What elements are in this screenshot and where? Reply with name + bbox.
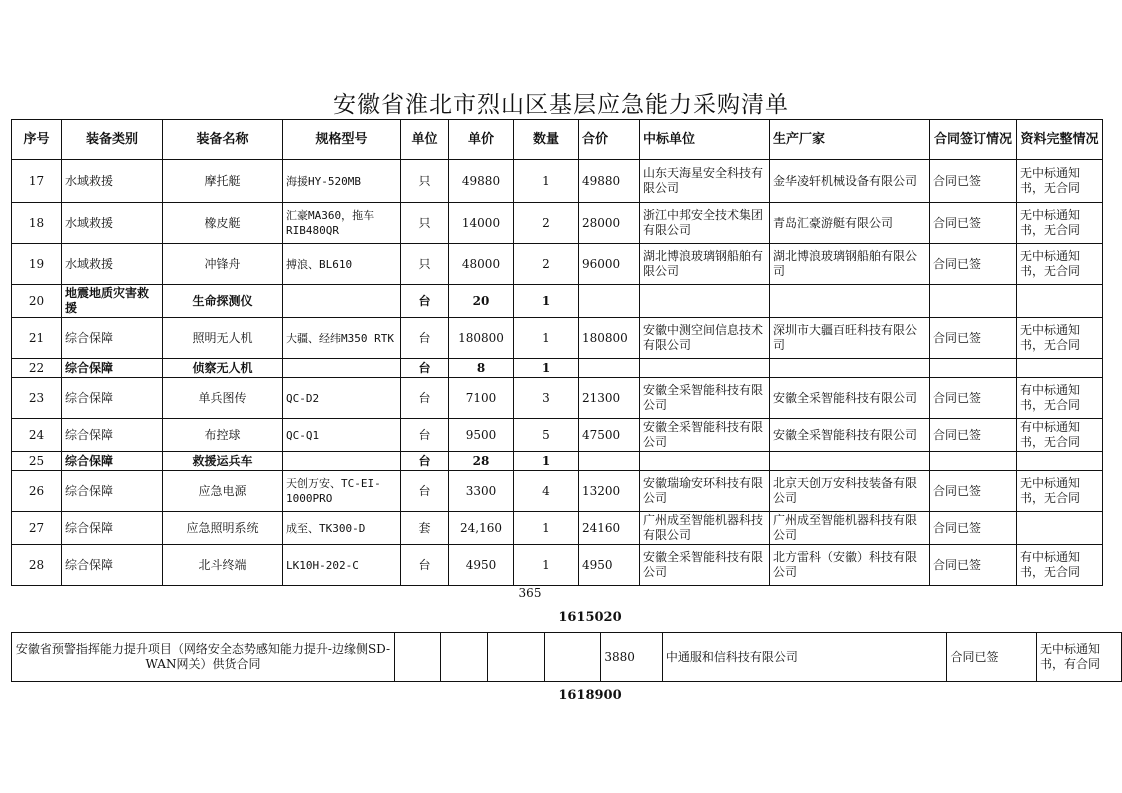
cell-price: 48000 — [449, 244, 514, 285]
extra-contract: 合同已签 — [947, 633, 1037, 682]
cell-winner: 安徽全采智能科技有限公司 — [640, 545, 770, 586]
cell-docs: 无中标通知书，无合同 — [1017, 244, 1103, 285]
cell-category: 综合保障 — [62, 512, 163, 545]
cell-qty: 4 — [514, 471, 579, 512]
cell-no: 23 — [12, 378, 62, 419]
cell-name: 应急照明系统 — [163, 512, 283, 545]
cell-no: 18 — [12, 203, 62, 244]
cell-docs: 有中标通知书，无合同 — [1017, 545, 1103, 586]
cell-name: 摩托艇 — [163, 160, 283, 203]
table-row — [12, 318, 1103, 359]
cell-unit: 只 — [401, 203, 449, 244]
header-cell: 生产厂家 — [770, 120, 930, 160]
procurement-table — [11, 119, 1103, 586]
cell-total: 24160 — [579, 512, 640, 545]
cell-unit: 台 — [401, 378, 449, 419]
cell-category: 水域救援 — [62, 160, 163, 203]
cell-winner: 山东天海星安全科技有限公司 — [640, 160, 770, 203]
cell-contract: 合同已签 — [930, 378, 1017, 419]
cell-unit: 套 — [401, 512, 449, 545]
extra-contract-table — [11, 632, 1122, 682]
cell-winner: 安徽中测空间信息技术有限公司 — [640, 318, 770, 359]
cell-spec: QC-D2 — [283, 378, 401, 419]
cell-spec: 天创万安、TC-EI-1000PRO — [283, 471, 401, 512]
header-cell: 规格型号 — [283, 120, 401, 160]
cell-name: 应急电源 — [163, 471, 283, 512]
cell-unit: 台 — [401, 318, 449, 359]
cell-price: 180800 — [449, 318, 514, 359]
cell-docs — [1017, 452, 1103, 471]
cell-spec: 搏浪、BL610 — [283, 244, 401, 285]
cell-category: 综合保障 — [62, 378, 163, 419]
cell-qty: 1 — [514, 359, 579, 378]
cell-total: 13200 — [579, 471, 640, 512]
header-cell: 合同签订情况 — [930, 120, 1017, 160]
cell-total: 28000 — [579, 203, 640, 244]
cell-no: 27 — [12, 512, 62, 545]
cell-docs: 有中标通知书，无合同 — [1017, 378, 1103, 419]
cell-docs: 无中标通知书，无合同 — [1017, 318, 1103, 359]
cell-spec: 大疆、经纬M350 RTK — [283, 318, 401, 359]
extra-cell-empty — [545, 633, 601, 682]
cell-maker: 北方雷科（安徽）科技有限公司 — [770, 545, 930, 586]
cell-winner: 广州成至智能机器科技有限公司 — [640, 512, 770, 545]
extra-cell-empty — [441, 633, 488, 682]
cell-maker: 青岛汇豪游艇有限公司 — [770, 203, 930, 244]
cell-category: 地震地质灾害救援 — [62, 285, 163, 318]
cell-spec: QC-Q1 — [283, 419, 401, 452]
cell-contract — [930, 285, 1017, 318]
table-row — [12, 244, 1103, 285]
cell-total — [579, 285, 640, 318]
cell-contract — [930, 359, 1017, 378]
header-cell: 单位 — [401, 120, 449, 160]
cell-price: 28 — [449, 452, 514, 471]
cell-price: 20 — [449, 285, 514, 318]
cell-docs: 无中标通知书，无合同 — [1017, 471, 1103, 512]
cell-contract: 合同已签 — [930, 471, 1017, 512]
cell-category: 综合保障 — [62, 419, 163, 452]
cell-unit: 只 — [401, 160, 449, 203]
cell-maker — [770, 359, 930, 378]
cell-unit: 只 — [401, 244, 449, 285]
cell-docs — [1017, 285, 1103, 318]
cell-maker — [770, 285, 930, 318]
cell-total: 4950 — [579, 545, 640, 586]
cell-spec — [283, 359, 401, 378]
cell-winner: 浙江中邦安全技术集团有限公司 — [640, 203, 770, 244]
cell-no: 26 — [12, 471, 62, 512]
subtotal: 1615020 — [558, 610, 622, 625]
cell-spec: 汇豪MA360，拖车RIB480QR — [283, 203, 401, 244]
header-cell: 资料完整情况 — [1017, 120, 1103, 160]
cell-spec: 成至、TK300-D — [283, 512, 401, 545]
table-row — [12, 452, 1103, 471]
cell-docs: 有中标通知书，无合同 — [1017, 419, 1103, 452]
cell-category: 水域救援 — [62, 244, 163, 285]
cell-docs — [1017, 359, 1103, 378]
cell-name: 生命探测仪 — [163, 285, 283, 318]
cell-price: 7100 — [449, 378, 514, 419]
cell-winner: 安徽瑞瑜安环科技有限公司 — [640, 471, 770, 512]
header-cell: 合价 — [579, 120, 640, 160]
cell-spec — [283, 452, 401, 471]
cell-category: 水域救援 — [62, 203, 163, 244]
cell-spec — [283, 285, 401, 318]
table-row — [12, 512, 1103, 545]
cell-price: 24,160 — [449, 512, 514, 545]
cell-total: 47500 — [579, 419, 640, 452]
table-row — [12, 378, 1103, 419]
cell-category: 综合保障 — [62, 318, 163, 359]
cell-price: 4950 — [449, 545, 514, 586]
cell-no: 22 — [12, 359, 62, 378]
header-cell: 装备类别 — [62, 120, 163, 160]
cell-winner: 湖北博浪玻璃钢船舶有限公司 — [640, 244, 770, 285]
extra-docs: 无中标通知书，有合同 — [1037, 633, 1122, 682]
cell-spec: LK10H-202-C — [283, 545, 401, 586]
cell-contract: 合同已签 — [930, 203, 1017, 244]
cell-total: 21300 — [579, 378, 640, 419]
cell-winner — [640, 359, 770, 378]
cell-name: 冲锋舟 — [163, 244, 283, 285]
cell-no: 19 — [12, 244, 62, 285]
cell-total — [579, 359, 640, 378]
cell-qty: 1 — [514, 452, 579, 471]
grand-total: 1618900 — [558, 688, 622, 703]
cell-contract — [930, 452, 1017, 471]
cell-price: 49880 — [449, 160, 514, 203]
cell-contract: 合同已签 — [930, 244, 1017, 285]
cell-category: 综合保障 — [62, 452, 163, 471]
cell-qty: 1 — [514, 318, 579, 359]
cell-winner: 安徽全采智能科技有限公司 — [640, 378, 770, 419]
cell-price: 9500 — [449, 419, 514, 452]
extra-winner: 中通服和信科技有限公司 — [662, 633, 947, 682]
cell-qty: 5 — [514, 419, 579, 452]
cell-qty: 2 — [514, 203, 579, 244]
cell-total: 96000 — [579, 244, 640, 285]
cell-spec: 海援HY-520MB — [283, 160, 401, 203]
cell-qty: 2 — [514, 244, 579, 285]
cell-no: 21 — [12, 318, 62, 359]
cell-category: 综合保障 — [62, 471, 163, 512]
cell-contract: 合同已签 — [930, 512, 1017, 545]
cell-maker: 湖北博浪玻璃钢船舶有限公司 — [770, 244, 930, 285]
cell-price: 3300 — [449, 471, 514, 512]
cell-no: 17 — [12, 160, 62, 203]
cell-unit: 台 — [401, 471, 449, 512]
cell-maker: 北京天创万安科技装备有限公司 — [770, 471, 930, 512]
table-row — [12, 359, 1103, 378]
cell-maker: 金华凌轩机械设备有限公司 — [770, 160, 930, 203]
header-cell: 数量 — [514, 120, 579, 160]
cell-contract: 合同已签 — [930, 318, 1017, 359]
cell-no: 28 — [12, 545, 62, 586]
cell-maker: 安徽全采智能科技有限公司 — [770, 419, 930, 452]
header-cell: 装备名称 — [163, 120, 283, 160]
cell-qty: 1 — [514, 285, 579, 318]
note-365: 365 — [518, 586, 542, 600]
cell-unit: 台 — [401, 545, 449, 586]
cell-maker — [770, 452, 930, 471]
page-title: 安徽省淮北市烈山区基层应急能力采购清单 — [333, 92, 789, 118]
cell-total: 180800 — [579, 318, 640, 359]
cell-name: 北斗终端 — [163, 545, 283, 586]
table-row — [12, 545, 1103, 586]
extra-cell-empty — [488, 633, 545, 682]
cell-name: 侦察无人机 — [163, 359, 283, 378]
extra-project: 安徽省预警指挥能力提升项目（网络安全态势感知能力提升-边缘侧SD-WAN网关）供货合同 — [12, 633, 395, 682]
cell-winner: 安徽全采智能科技有限公司 — [640, 419, 770, 452]
cell-docs — [1017, 512, 1103, 545]
cell-contract: 合同已签 — [930, 160, 1017, 203]
cell-category: 综合保障 — [62, 545, 163, 586]
cell-name: 橡皮艇 — [163, 203, 283, 244]
cell-unit: 台 — [401, 359, 449, 378]
cell-maker: 广州成至智能机器科技有限公司 — [770, 512, 930, 545]
cell-winner — [640, 452, 770, 471]
cell-maker: 安徽全采智能科技有限公司 — [770, 378, 930, 419]
header-cell: 单价 — [449, 120, 514, 160]
cell-docs: 无中标通知书，无合同 — [1017, 203, 1103, 244]
cell-unit: 台 — [401, 419, 449, 452]
cell-qty: 3 — [514, 378, 579, 419]
header-cell: 序号 — [12, 120, 62, 160]
cell-no: 20 — [12, 285, 62, 318]
cell-total: 49880 — [579, 160, 640, 203]
table-header-row — [12, 120, 1103, 160]
cell-price: 14000 — [449, 203, 514, 244]
cell-winner — [640, 285, 770, 318]
cell-contract: 合同已签 — [930, 545, 1017, 586]
cell-name: 救援运兵车 — [163, 452, 283, 471]
cell-name: 照明无人机 — [163, 318, 283, 359]
table-row — [12, 285, 1103, 318]
extra-total: 3880 — [601, 633, 663, 682]
cell-name: 布控球 — [163, 419, 283, 452]
cell-qty: 1 — [514, 160, 579, 203]
table-row — [12, 160, 1103, 203]
cell-maker: 深圳市大疆百旺科技有限公司 — [770, 318, 930, 359]
cell-unit: 台 — [401, 285, 449, 318]
cell-qty: 1 — [514, 512, 579, 545]
cell-docs: 无中标通知书，无合同 — [1017, 160, 1103, 203]
cell-contract: 合同已签 — [930, 419, 1017, 452]
cell-unit: 台 — [401, 452, 449, 471]
cell-price: 8 — [449, 359, 514, 378]
table-row — [12, 471, 1103, 512]
header-cell: 中标单位 — [640, 120, 770, 160]
cell-qty: 1 — [514, 545, 579, 586]
cell-name: 单兵图传 — [163, 378, 283, 419]
extra-contract-row — [12, 633, 1122, 682]
cell-no: 25 — [12, 452, 62, 471]
table-row — [12, 203, 1103, 244]
cell-category: 综合保障 — [62, 359, 163, 378]
extra-cell-empty — [395, 633, 441, 682]
cell-total — [579, 452, 640, 471]
table-row — [12, 419, 1103, 452]
cell-no: 24 — [12, 419, 62, 452]
